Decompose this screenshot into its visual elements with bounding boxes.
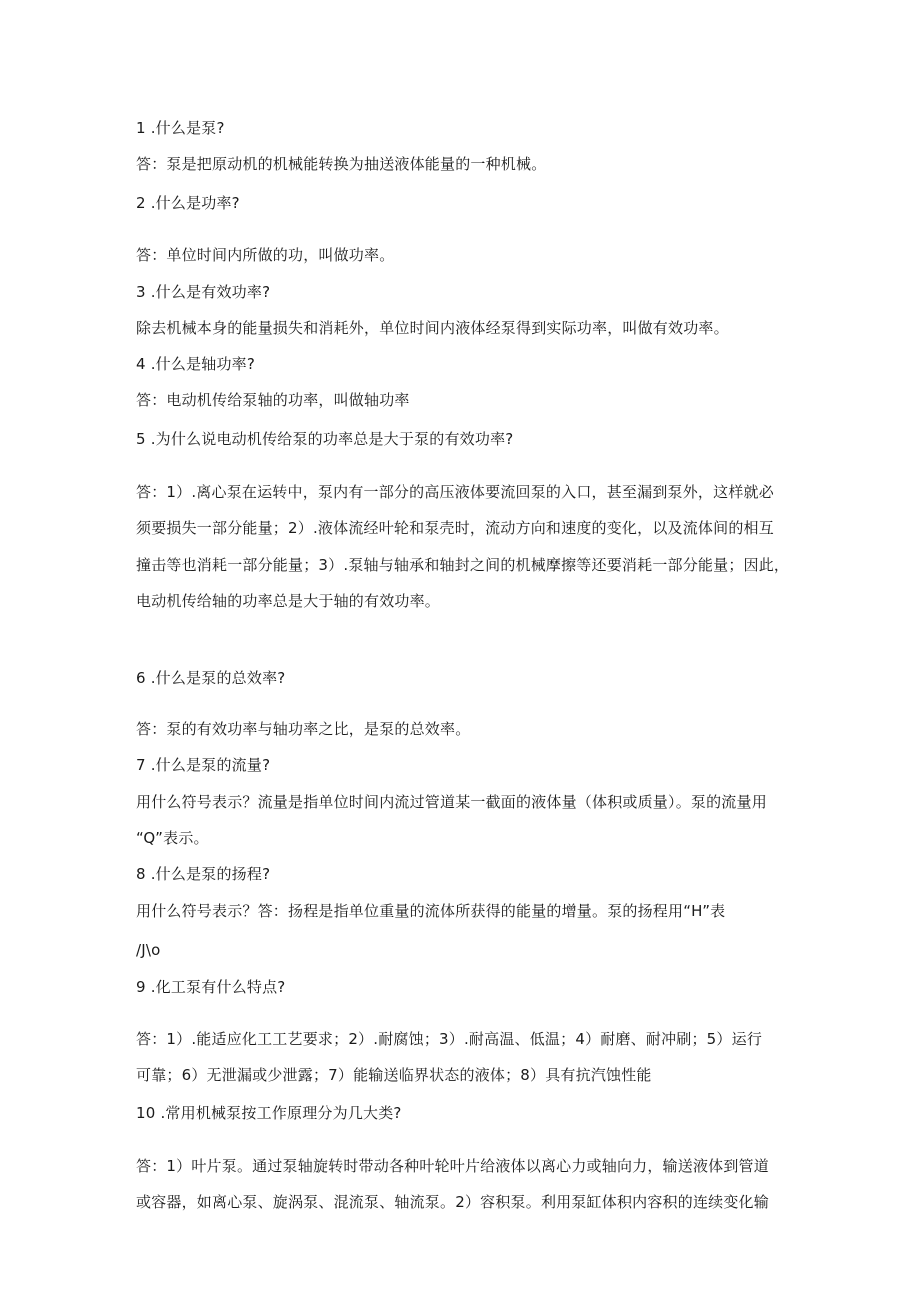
answer-1: 答：泵是把原动机的机械能转换为抽送液体能量的一种机械。 bbox=[136, 155, 547, 173]
answer-8-line-1: 用什么符号表示？答：扬程是指单位重量的流体所获得的能量的增量。泵的扬程用“H”表 bbox=[136, 902, 726, 920]
answer-6: 答：泵的有效功率与轴功率之比，是泵的总效率。 bbox=[136, 720, 471, 738]
question-5: 5 .为什么说电动机传给泵的功率总是大于泵的有效功率? bbox=[136, 430, 514, 448]
question-4: 4 .什么是轴功率? bbox=[136, 355, 256, 373]
answer-5-line-2: 须要损失一部分能量；2）.液体流经叶轮和泵壳时，流动方向和速度的变化，以及流体间的相互 bbox=[136, 519, 774, 537]
question-10: 10 .常用机械泵按工作原理分为几大类? bbox=[136, 1104, 402, 1122]
answer-10-line-2: 或容器，如离心泵、旋涡泵、混流泵、轴流泵。2）容积泵。利用泵缸体积内容积的连续变化输 bbox=[136, 1193, 769, 1211]
answer-3: 除去机械本身的能量损失和消耗外，单位时间内液体经泵得到实际功率，叫做有效功率。 bbox=[136, 319, 729, 337]
question-8: 8 .什么是泵的扬程? bbox=[136, 865, 271, 883]
question-3: 3 .什么是有效功率? bbox=[136, 283, 271, 301]
answer-4: 答：电动机传给泵轴的功率，叫做轴功率 bbox=[136, 391, 410, 409]
answer-9-line-2: 可靠；6）无泄漏或少泄露；7）能输送临界状态的液体；8）具有抗汽蚀性能 bbox=[136, 1066, 652, 1084]
question-9: 9 .化工泵有什么特点? bbox=[136, 978, 286, 996]
answer-5-line-3: 撞击等也消耗一部分能量；3）.泵轴与轴承和轴封之间的机械摩擦等还要消耗一部分能量；因此， bbox=[136, 556, 790, 574]
question-1: 1 .什么是泵? bbox=[136, 119, 225, 137]
answer-9-line-1: 答：1）.能适应化工工艺要求；2）.耐腐蚀；3）.耐高温、低温；4）耐磨、耐冲刷；5）运行 bbox=[136, 1030, 763, 1048]
question-7: 7 .什么是泵的流量? bbox=[136, 756, 271, 774]
answer-7-line-2: “Q”表示。 bbox=[136, 829, 209, 847]
answer-7-line-1: 用什么符号表示？流量是指单位时间内流过管道某一截面的液体量（体积或质量）。泵的流量用 bbox=[136, 793, 767, 811]
answer-10-line-1: 答：1）叶片泵。通过泵轴旋转时带动各种叶轮叶片给液体以离心力或轴向力，输送液体到管道 bbox=[136, 1157, 769, 1175]
answer-5-line-1: 答：1）.离心泵在运转中，泵内有一部分的高压液体要流回泵的入口，甚至漏到泵外，这样就必 bbox=[136, 483, 774, 501]
answer-8-line-2: /J\o bbox=[136, 941, 161, 959]
question-2: 2 .什么是功率? bbox=[136, 194, 240, 212]
answer-2: 答：单位时间内所做的功，叫做功率。 bbox=[136, 246, 395, 264]
question-6: 6 .什么是泵的总效率? bbox=[136, 669, 286, 687]
answer-5-line-4: 电动机传给轴的功率总是大于轴的有效功率。 bbox=[136, 592, 441, 610]
